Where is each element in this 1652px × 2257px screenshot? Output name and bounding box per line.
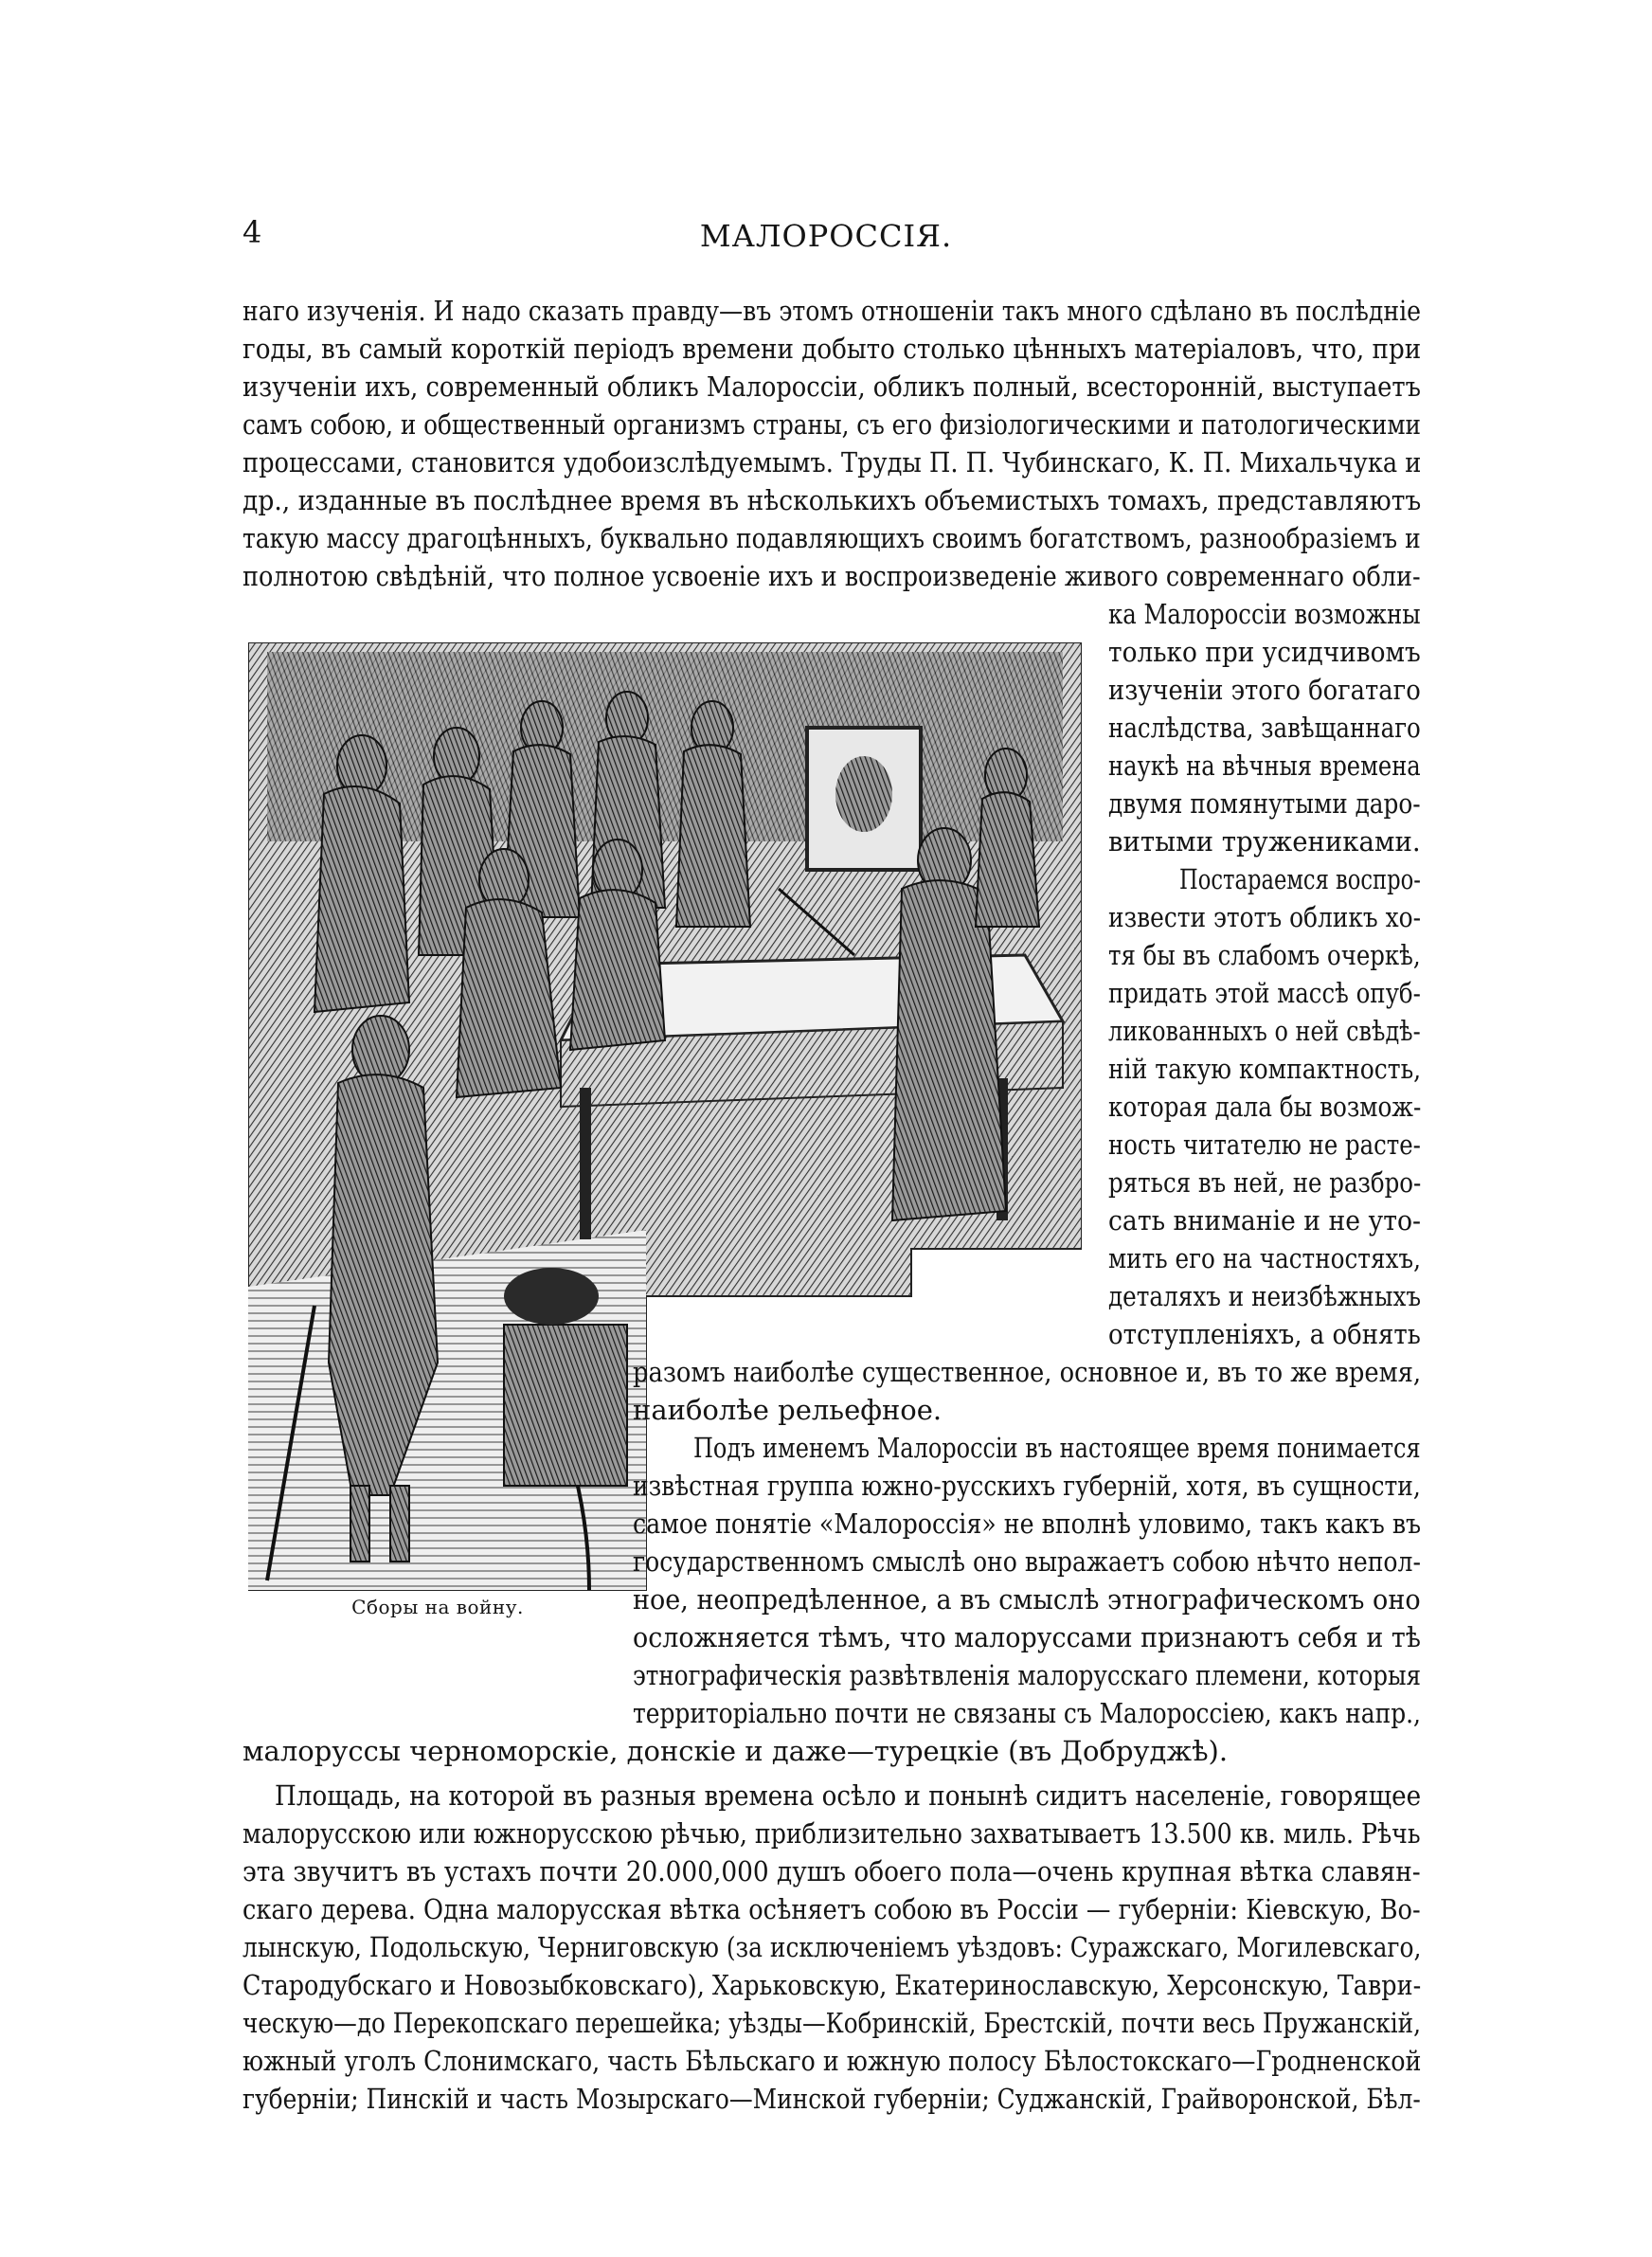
text-line: только при усидчивомъ <box>1108 636 1421 668</box>
text-line: ческую—до Перекопскаго перешейка; уѣзды—Кобринскій, Брестскій, почти весь Пружанскій, <box>242 2007 1421 2039</box>
text-line: малорусскою или южнорусскою рѣчью, приблизительно захватываетъ 13.500 кв. миль. Рѣчь <box>242 1817 1421 1850</box>
text-line: которая дала бы возмож- <box>1108 1091 1422 1123</box>
text-line: полнотою свѣдѣній, что полное усвоеніе ихъ и воспроизведеніе живого современнаго обли- <box>242 560 1421 592</box>
text-line: ка Малороссіи возможны <box>1108 598 1421 630</box>
text-line: наслѣдства, завѣщаннаго <box>1108 712 1421 744</box>
text-line: изученіи этого богатаго <box>1108 674 1421 706</box>
text-line: ликованныхъ о ней свѣдѣ- <box>1108 1015 1421 1047</box>
text-line: наго изученія. И надо сказать правду—въ этомъ отношеніи такъ много сдѣлано въ послѣдніе <box>242 295 1422 327</box>
text-line: сать вниманіе и не уто- <box>1108 1204 1422 1237</box>
text-line: Подъ именемъ Малороссіи въ настоящее время понимается <box>693 1432 1421 1464</box>
text-line: южный уголъ Слонимскаго, часть Бѣльскаго и южную полосу Бѣлостокскаго—Гродненской <box>242 2045 1422 2077</box>
text-line: ное, неопредѣленное, а въ смыслѣ этнографическомъ оно <box>633 1583 1421 1616</box>
figure-caption: Сборы на войну. <box>351 1596 524 1618</box>
text-line: изученіи ихъ, современный обликъ Малороссіи, обликъ полный, всесторонній, выступаетъ <box>242 370 1421 403</box>
page-number: 4 <box>242 214 262 250</box>
text-line: ряться въ ней, не разбро- <box>1108 1166 1422 1199</box>
text-line: наиболѣе рельефное. <box>633 1394 943 1426</box>
text-line: Стародубскаго и Новозыбковскаго), Харьковскую, Екатеринославскую, Херсонскую, Таври- <box>242 1969 1422 2001</box>
text-line: этнографическія развѣтвленія малорусскаго племени, которыя <box>633 1659 1422 1691</box>
text-line: Постараемся воспро- <box>1179 863 1421 895</box>
text-line: разомъ наиболѣе существенное, основное и, въ то же время, <box>633 1356 1422 1388</box>
text-line: ность читателю не расте- <box>1108 1128 1421 1161</box>
text-line: скаго дерева. Одна малорусская вѣтка осѣняетъ собою въ Россіи — губерніи: Кіевскую, Во- <box>242 1893 1421 1925</box>
text-line: процессами, становится удобоизслѣдуемымъ. Труды П. П. Чубинскаго, К. П. Михальчука и <box>242 446 1422 478</box>
text-line: извести этотъ обликъ хо- <box>1108 901 1422 933</box>
text-line: самое понятіе «Малороссія» не вполнѣ уловимо, такъ какъ въ <box>633 1508 1422 1540</box>
text-line: двумя помянутыми даро- <box>1108 787 1421 820</box>
text-line: отступленіяхъ, а обнять <box>1108 1318 1421 1350</box>
text-line: эта звучитъ въ устахъ почти 20.000,000 душъ обоего пола—очень крупная вѣтка славян- <box>242 1855 1421 1887</box>
text-line: самъ собою, и общественный организмъ страны, съ его физіологическими и патологическими <box>242 408 1421 441</box>
text-line: осложняется тѣмъ, что малоруссами признаютъ себя и тѣ <box>633 1621 1422 1653</box>
text-line: лынскую, Подольскую, Черниговскую (за исключеніемъ уѣздовъ: Суражскаго, Могилевскаго, <box>242 1931 1422 1963</box>
text-line: годы, въ самый короткій періодъ времени добыто столько цѣнныхъ матеріаловъ, что, при <box>242 333 1422 365</box>
text-line: такую массу драгоцѣнныхъ, буквально подавляющихъ своимъ богатствомъ, разнообразіемъ и <box>242 522 1421 554</box>
text-line: деталяхъ и неизбѣжныхъ <box>1108 1280 1422 1312</box>
text-line: витыми тружениками. <box>1108 825 1421 858</box>
text-line: Площадь, на которой въ разныя времена осѣло и понынѣ сидитъ населеніе, говорящее <box>275 1779 1422 1812</box>
text-line: территоріально почти не связаны съ Малороссіею, какъ напр., <box>633 1697 1421 1729</box>
text-line: др., изданные въ послѣднее время въ нѣсколькихъ объемистыхъ томахъ, представляютъ <box>242 484 1422 516</box>
text-line: тя бы въ слабомъ очеркѣ, <box>1108 939 1421 971</box>
text-line: придать этой массѣ опуб- <box>1108 977 1421 1009</box>
text-line: наукѣ на вѣчныя времена <box>1108 749 1421 782</box>
text-line: мить его на частностяхъ, <box>1108 1242 1421 1274</box>
text-line: извѣстная группа южно-русскихъ губерній, хотя, въ сущности, <box>633 1470 1421 1502</box>
text-line: ній такую компактность, <box>1108 1053 1422 1085</box>
text-line: губерніи; Пинскій и часть Мозырскаго—Минской губерніи; Суджанскій, Грайворонской, Бѣл- <box>242 2083 1421 2115</box>
running-title: МАЛОРОССІЯ. <box>699 218 953 254</box>
text-line: малоруссы черноморскіе, донскіе и даже—турецкіе (въ Добруджѣ). <box>242 1735 1229 1767</box>
text-line: государственномъ смыслѣ оно выражаетъ собою нѣчто непол- <box>633 1545 1421 1578</box>
